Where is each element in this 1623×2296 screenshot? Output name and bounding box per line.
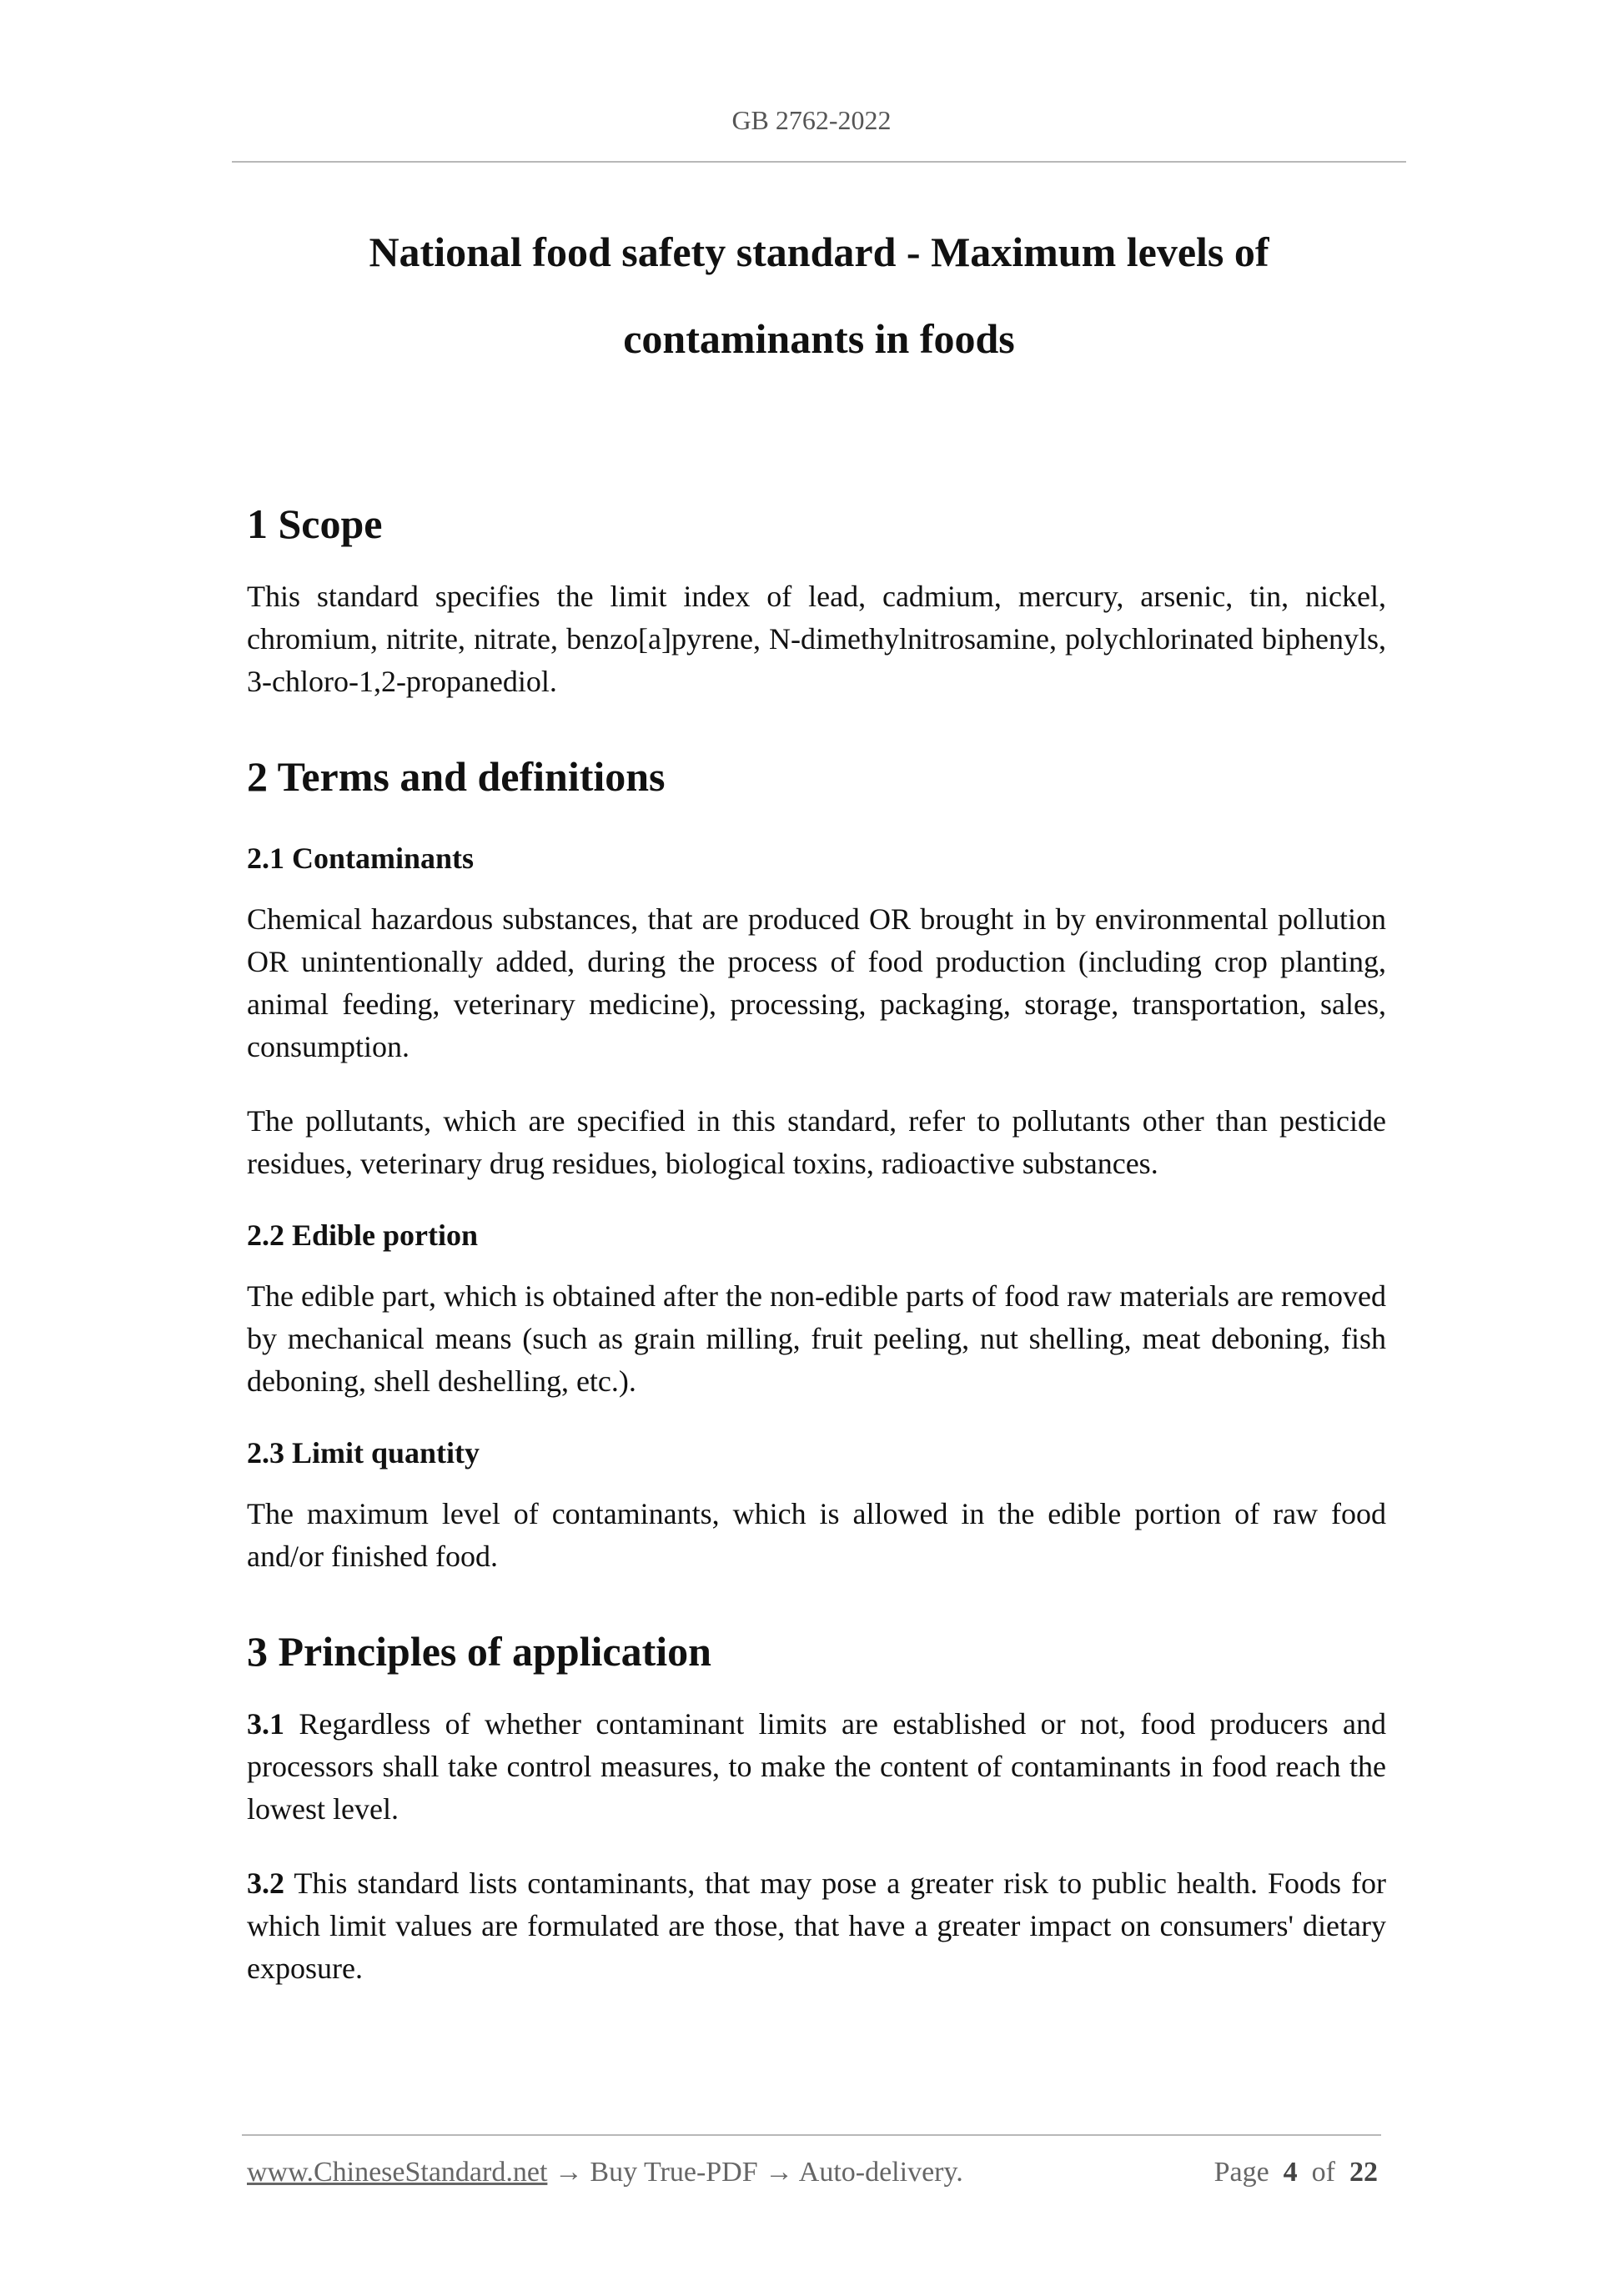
header-divider	[232, 161, 1406, 163]
footer-divider	[242, 2134, 1381, 2136]
section-heading-principles: 3 Principles of application	[247, 1628, 711, 1675]
title-line-2: contaminants in foods	[623, 315, 1015, 362]
document-code: GB 2762-2022	[731, 105, 892, 135]
page-of: of	[1311, 2157, 1335, 2188]
scope-paragraph: This standard specifies the limit index of lead, cadmium, mercury, arsenic, tin, nickel, chromium, nitrite, nitrate, benzo[a]pyrene, N-dimethylnitrosamine, polychlorinated biphenyls, 3-chloro-1,2-propanediol.	[247, 580, 1386, 698]
footer-promo	[247, 2157, 963, 2188]
edible-portion-paragraph: The edible part, which is obtained after the non-edible parts of food raw materials are removed by mechanical means (such as grain milling, fruit peeling, nut shelling, meat deboning, fish deboning, shell deshelling, etc.).	[247, 1279, 1386, 1398]
clause-3-2	[247, 1862, 1386, 1990]
clause-3-2-number: 3.2	[247, 1866, 284, 1900]
page-total: 22	[1349, 2157, 1378, 2188]
subsection-heading-limit-quantity: 2.3 Limit quantity	[247, 1436, 480, 1470]
footer-promo-text: → Buy True-PDF → Auto-delivery.	[547, 2157, 963, 2188]
clause-3-2-text: This standard lists contaminants, that may pose a greater risk to public health. Foods for which limit values are formulated are those, that have a greater impact on consumers' dietary exposure.	[247, 1866, 1386, 1985]
clause-3-1-number: 3.1	[247, 1707, 284, 1741]
contaminants-paragraph-1: Chemical hazardous substances, that are produced OR brought in by environmental pollution OR unintentionally added, during the process of food production (including crop planting, animal feeding, veterinary medicine), processing, packaging, storage, transportation, sales, consumption.	[247, 902, 1386, 1063]
document-title	[245, 208, 1393, 382]
page-number	[1214, 2157, 1378, 2188]
website-link[interactable]: www.ChineseStandard.net	[247, 2157, 548, 2188]
page-footer	[247, 2157, 1378, 2188]
page-current: 4	[1283, 2157, 1298, 2188]
clause-3-1	[247, 1703, 1386, 1831]
clause-3-1-text: Regardless of whether contaminant limits are established or not, food producers and processors shall take control measures, to make the content of contaminants in food reach the lowest level.	[247, 1707, 1386, 1826]
document-body	[247, 484, 1386, 1990]
page-word: Page	[1213, 2157, 1269, 2188]
section-heading-terms: 2 Terms and definitions	[247, 753, 666, 800]
section-heading-scope: 1 Scope	[247, 500, 383, 547]
subsection-heading-edible-portion: 2.2 Edible portion	[247, 1218, 479, 1252]
subsection-heading-contaminants: 2.1 Contaminants	[247, 842, 475, 875]
limit-quantity-paragraph: The maximum level of contaminants, which is allowed in the edible portion of raw food and/or finished food.	[247, 1497, 1386, 1573]
contaminants-paragraph-2: The pollutants, which are specified in this standard, refer to pollutants other than pesticide residues, veterinary drug residues, biological toxins, radioactive substances.	[247, 1104, 1386, 1180]
title-line-1: National food safety standard - Maximum levels of	[369, 229, 1269, 275]
